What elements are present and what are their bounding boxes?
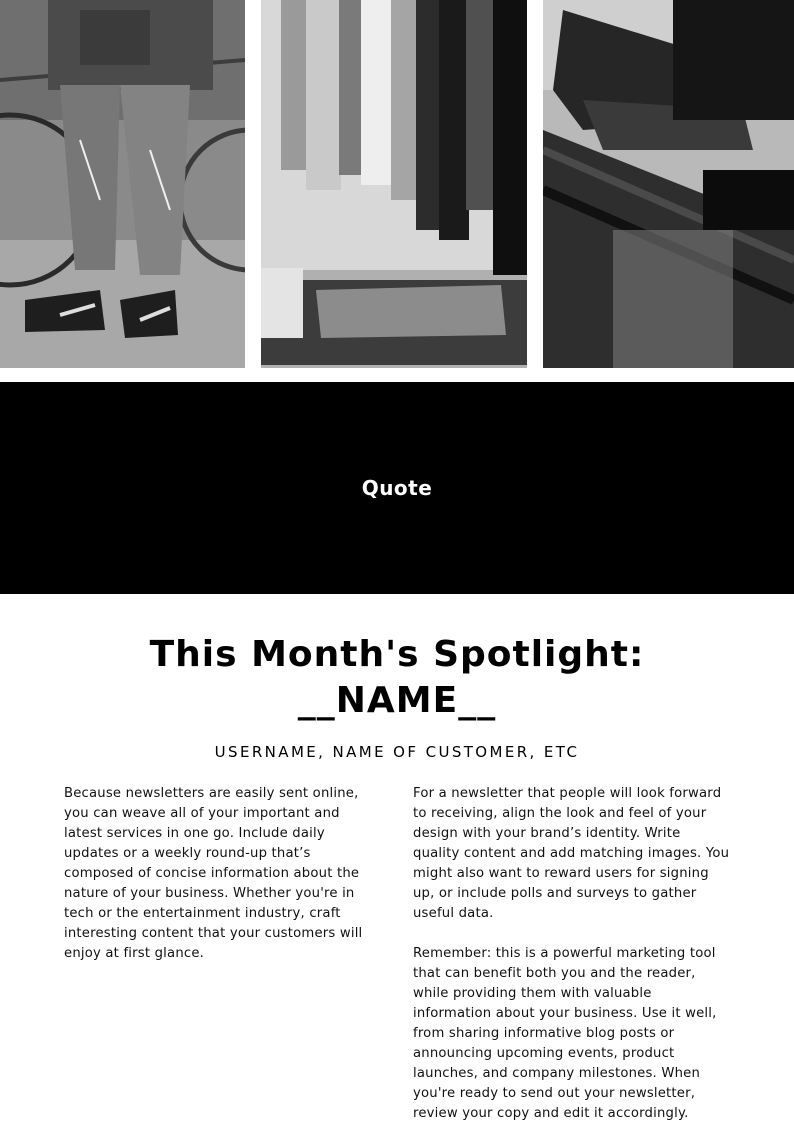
right-column [413,784,731,1144]
shoes-crate-photo [543,0,794,368]
quote-text: Quote [361,476,433,500]
body-paragraph: Remember: this is a powerful marketing tool that can benefit both you and the reader, while providing them with valuable information about your business. Use it well, from sharing informative blog posts or announcing upcoming events, product launches, and company milestones. When you're ready to send out your newsletter, review your copy and edit it accordingly. [413,946,717,1121]
body-paragraph: Because newsletters are easily sent online, you can weave all of your important and latest services in one go. Include daily updates or a weekly round-up that’s composed of concise information about the nature of your business. Whether you're in tech or the entertainment industry, craft interesting content that your customers will enjoy at first glance. [64,786,363,961]
photo-strip [0,0,794,368]
jeans-bicycle-photo [0,0,245,368]
clothes-rack-photo [261,0,527,368]
spotlight-title [0,632,794,724]
spotlight-title-line1: This Month's Spotlight: [149,634,645,675]
quote-banner [0,382,794,594]
spotlight-title-line2: __NAME__ [297,680,497,721]
spotlight-subtitle: USERNAME, NAME OF CUSTOMER, ETC [214,743,580,761]
body-paragraph: For a newsletter that people will look forward to receiving, align the look and feel of your design with your brand’s identity. Write quality content and add matching images. You might also want to reward users for signing up, or include polls and surveys to gather useful data. [413,786,730,921]
left-column [64,784,382,984]
